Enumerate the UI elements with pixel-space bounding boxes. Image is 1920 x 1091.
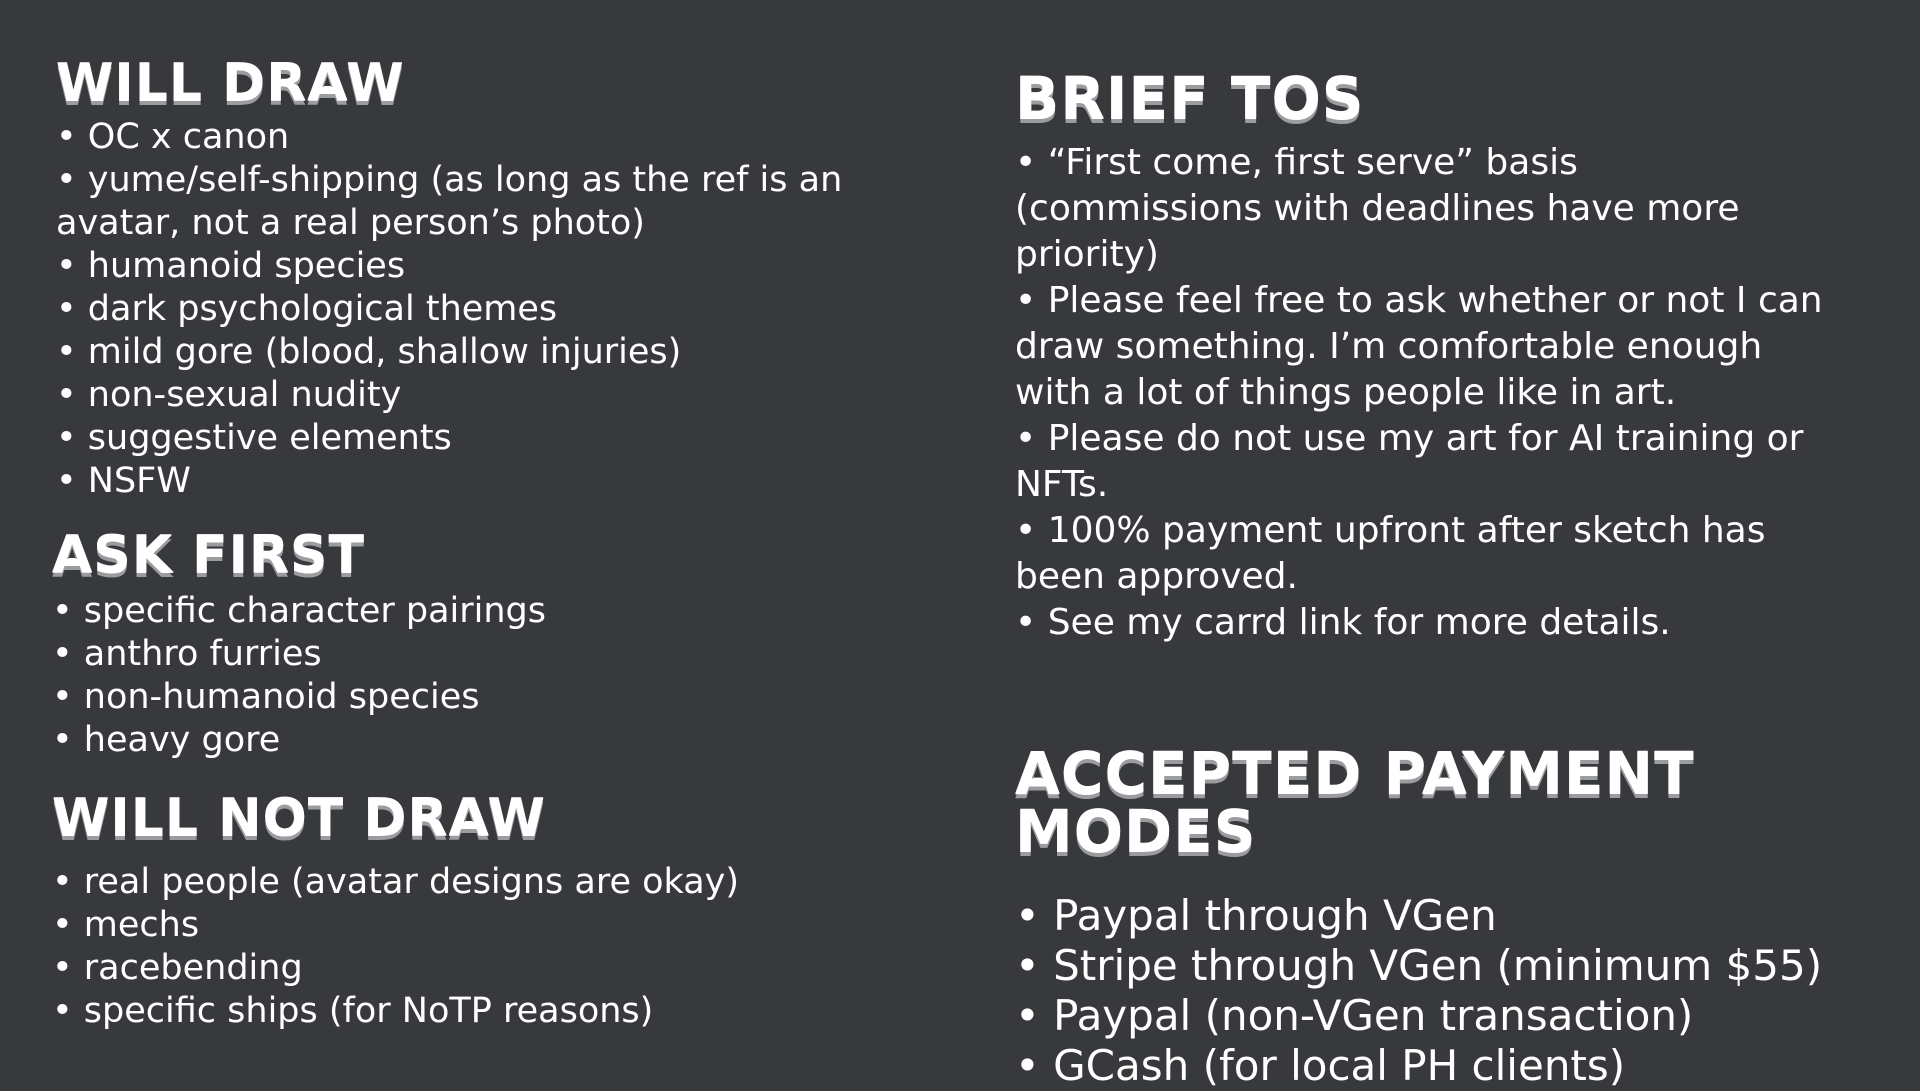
ask-first-heading: ASK FIRST bbox=[52, 526, 365, 586]
list-item: • GCash (for local PH clients) bbox=[1015, 1041, 1835, 1091]
list-item: • non-humanoid species bbox=[52, 676, 912, 719]
list-item: • mild gore (blood, shallow injuries) bbox=[56, 331, 916, 374]
will-draw-heading: WILL DRAW bbox=[56, 54, 405, 114]
list-item: • suggestive elements bbox=[56, 417, 916, 460]
will-not-draw-heading: WILL NOT DRAW bbox=[52, 789, 546, 849]
list-item: • Please do not use my art for AI training or NFTs. bbox=[1015, 416, 1835, 508]
list-item: • racebending bbox=[52, 947, 912, 990]
list-item: • real people (avatar designs are okay) bbox=[52, 861, 912, 904]
will-not-draw-list bbox=[52, 861, 912, 1033]
list-item: • OC x canon bbox=[56, 116, 916, 159]
payment-modes-section bbox=[1015, 740, 1835, 1091]
list-item: • humanoid species bbox=[56, 245, 916, 288]
payment-modes-list bbox=[1015, 891, 1835, 1091]
list-item: • See my carrd link for more details. bbox=[1015, 600, 1835, 646]
brief-tos-list bbox=[1015, 140, 1835, 646]
list-item: • dark psychological themes bbox=[56, 288, 916, 331]
ask-first-list bbox=[52, 590, 912, 762]
list-item: • Stripe through VGen (minimum $55) bbox=[1015, 941, 1835, 991]
list-item: • yume/self-shipping (as long as the ref is an avatar, not a real person’s photo) bbox=[56, 159, 916, 245]
list-item: • Please feel free to ask whether or not I can draw something. I’m comfortable enough with a lot of things people like in art. bbox=[1015, 278, 1835, 416]
list-item: • anthro furries bbox=[52, 633, 912, 676]
list-item: • specific ships (for NoTP reasons) bbox=[52, 990, 912, 1033]
list-item: • Paypal through VGen bbox=[1015, 891, 1835, 941]
brief-tos-heading: BRIEF TOS bbox=[1015, 65, 1365, 133]
list-item: • heavy gore bbox=[52, 719, 912, 762]
list-item: • Paypal (non-VGen transaction) bbox=[1015, 991, 1835, 1041]
will-draw-section bbox=[56, 54, 916, 503]
list-item: • specific character pairings bbox=[52, 590, 912, 633]
list-item: • mechs bbox=[52, 904, 912, 947]
will-draw-list bbox=[56, 116, 916, 503]
list-item: • “First come, first serve” basis (commissions with deadlines have more priority) bbox=[1015, 140, 1835, 278]
list-item: • 100% payment upfront after sketch has been approved. bbox=[1015, 508, 1835, 600]
ask-first-section bbox=[52, 526, 912, 762]
will-not-draw-section bbox=[52, 789, 912, 1033]
payment-modes-heading: ACCEPTED PAYMENT MODES bbox=[1015, 740, 1695, 866]
list-item: • NSFW bbox=[56, 460, 916, 503]
brief-tos-section bbox=[1015, 65, 1835, 646]
list-item: • non-sexual nudity bbox=[56, 374, 916, 417]
